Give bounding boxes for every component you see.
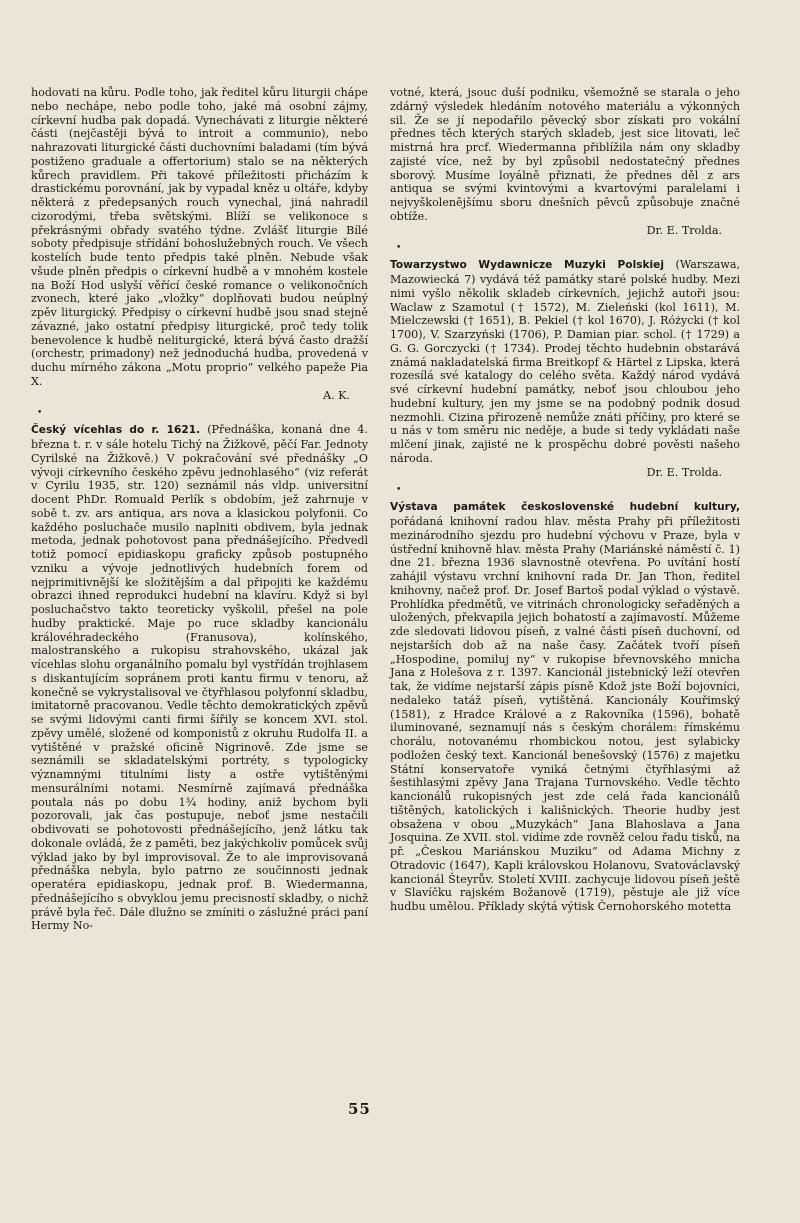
article-vystava-text: pořádaná knihovní radou hlav. města Prahy při příležitosti mezinárodního sjezdu pro hudební výchovu v Praze, byla v ústřední knihovně hlav. města Prahy (Mariánské náměstí č. 1) dne 21. března 1936 slavnostně otevřena. Po uvítání hostí zahájil výstavu vrchní knihovní rada Dr. Jan Thon, ředitel knihovny, načež prof. Dr. Josef Bartoš podal výklad o výstavě. Prohlídka předmětů, ve vitrinách chronologicky seřaděných a uložených, překvapila jejich bohatostí a zajímavostí. Můžeme zde sledovati lidovou píseň, z valné části píseň duchovní, od nejstarších dob až na naše časy. Začátek tvoří píseň „Hospodine, pomiluj ny“ v rukopise břevnovského mnicha Jana z Holešova z r. 1397. Kancionál jistebnický leží otevřen tak, že vidíme nejstarší zápis písně Kdož jste Boží bojovníci, nedaleko tatáž píseň, vytištěná. Kancionály Kouřimský (1581), z Hradce Králové a z Rakovníka (1596), bohatě iluminované, seznamují nás s českým chorálem: římskému chorálu, notovanému rhombickou notou, jest sylabicky podložen český text. Kancionál benešovský (1576) z majetku Státní konservatoře vyniká četnými čtyřhlasými až šestihlasými zpěvy Jana Trajana Turnovského. Vedle těchto kancionálů rukopisných jest zde celá řada kancionálů tištěných, katolických i kališnických. Theorie hudby jest obsažena v obou „Muzykách“ Jana Blahoslava a Jana Josquina. Ze XVII. stol. vidíme zde rovněž celou řadu tisků, na př. „Českou Mariánskou Muziku“ od Adama Michny z Otradovic (1647), Kapli královskou Holanovu, Svatováclavský kancionál Šteyrův. Století XVIII. zachycuje lidovou píseň ještě v Slavíčku rajském Božanově (1719), pěstuje ale již více hudbu umělou. Příklady skýtá výtisk Černohorského motetta [390,515,740,913]
heading-cesky-vicehlas: Český vícehlas do r. 1621. [31,424,201,437]
section-bullet: • [396,485,402,496]
article-vicehlas [31,423,368,933]
article-towarzystwo [390,258,740,465]
section-bullet: • [37,408,43,419]
signature-row [390,224,740,238]
right-column [390,86,740,933]
signature-trolda-2: Dr. E. Trolda. [646,465,722,479]
article-vystava [390,500,740,914]
section-bullet: • [396,243,402,254]
signature-row [31,389,368,403]
signature-trolda: Dr. E. Trolda. [646,223,722,237]
heading-towarzystwo: Towarzystwo Wydawnicze Muzyki Polskiej [390,259,664,272]
article-vicehlas-text: (Přednáška, konaná dne 4. března t. r. v sále hotelu Tichý na Žižkově, pěčí Far. Jednoty Cyrilské na Žižkově.) V pokračování své přednášky „O vývoji církevního českého zpěvu jednohlasého“ (viz referát v Cyrilu 1935, str. 120) seznámil nás vldp. universitní docent PhDr. Romuald Perlík s obdobím, jež zahrnuje v sobě t. zv. ars antiqua, ars nova a klasickou polyfonii. Co každého posluchače musilo naplniti obdivem, byla jednak metoda, jednak pohotovost pana přednášejícího. Předvedl totiž pomocí epidiaskopu graficky způsob postupného vzniku a vývoje jednotlivých hudebních forem od nejprimitivnější ke složitějším a dal připojiti ke každému obrazci ihned reprodukci hudební na klavíru. Když si byl posluchačstvo takto teoreticky vyškolil, přešel na pole hudby praktické. Maje po ruce skladby kancionálu královéhradeckého (Franusova), kolínského, malostranského a rukopisu strahovského, ukázal jak vícehlas slohu organálního pomalu byl vystřídán trojhlasem s diskantujícím sopránem proti kantu firmu v tenoru, až konečně se vykrystalisoval ve čtyřhlasou polyfonní skladbu, imitatorně pracovanou. Vedle těchto demokratických zpěvů se svými lidovými canti firmi šířily se koncem XVI. stol. zpěvy umělé, složené od komponistů z okruhu Rudolfa II. a vytištěné v pražské oficině Nigrinově. Zde jsme se seznámili se skladatelskými portréty, s typologicky významnými titulními listy a ostře vytištěnými mensurálními notami. Nesmírně zajímavá přednáška poutala nás po dobu 1¾ hodiny, aniž bychom byli pozorovali, jak čas postupuje, neboť jsme nestačili obdivovati se pohotovosti přednášejícího, jenž látku tak dokonale ovládá, že z paměti, bez jakýchkoliv pomůcek svůj výklad jako by byl improvisoval. Že to ale improvisovaná přednáška nebyla, bylo patrno ze součinnosti jednak operatéra epidiaskopu, jednak prof. B. Wiedermanna, přednášejícího s obvyklou jemu precisností skladby, o nichž právě byla řeč. Dále dlužno se zmíniti o záslužné práci paní Hermy No- [31,423,368,933]
signature-row [390,466,740,480]
article-towarzystwo-text: (Warszawa, Mazowiecká 7) vydává též památky staré polské hudby. Mezi nimi vyšlo několik skladeb církevních, jejichž autoři jsou: Waclaw z Szamotul († 1572), M. Zieleński (kol 1611), M. Mielczewski († 1651), B. Pekiel († kol 1670), J. Różycki († kol 1700), V. Szarzyński (1706), P. Damian piar. schol. († 1729) a G. G. Gorczycki († 1734). Prodej těchto hudebnin obstarává známá nakladatelská firma Breitkopf & Härtel z Lipska, která rozesílá své katalogy do celého světa. Každý národ vydává své církevní hudební památky, neboť jsou chloubou jeho hudební kultury, jen my jsme se na podobný podnik dosud nezmohli. Cizina přirozeně nemůže znáti příčiny, pro které se u nás v tom směru nic neděje, a bude si tedy vykládati naše mlčení jinak, zajisté ne k prospěchu dobré pověsti našeho národa. [390,258,740,465]
text-columns [31,86,800,933]
article-liturgy-text: hodovati na kůru. Podle toho, jak ředitel kůru liturgii chápe nebo nechápe, nebo podle toho, jaké má osobní zájmy, církevní hudba pak dopadá. Vynechávati z liturgie některé části (nejčastěji bývá to introit a communio), nebo nahrazovati liturgické části duchovními baladami (tím bývá postiženo graduale a offertorium) stalo se na některých kůrech pravidlem. Při takové příležitosti přicházím k drastickému porovnání, jak by vypadal kněz u oltáře, kdyby některá z předepsaných rouch vynechal, jiná nahradil cizorodými, třeba světskými. Blíží se velikonoce s překrásnými obřady svatého týdne. Zvlášť liturgie Bílé soboty předpisuje střídání bohoslužebných rouch. Ve všech kostelích bude tento předpis také plněn. Nebude však všude plněn předpis o církevní hudbě a v mnohém kostele na Boží Hod uslyší věřící české romance o velikonočních zvonech, které jako „vložky“ doplňovati budou neúplný zpěv liturgický. Předpisy o církevní hudbě jsou snad stejně závazné, jako ostatní předpisy liturgické, proč tedy tolik benevolence k hudbě neliturgické, která bývá často dražší (orchestr, primadony) než jednoduchá hudba, provedená v duchu mírného zákona „Motu proprio“ velkého papeže Pia X. [31,86,368,388]
article-vicehlas-continued: votné, která, jsouc duší podniku, všemožně se starala o jeho zdárný výsledek hledáním notového materiálu a výkonných sil. Že se jí nepodařilo pěvecký sbor získati pro vokální přednes těch kterých starých skladeb, jest sice litovati, leč mistrná hra prcf. Wiedermanna přiblížila nám ony skladby zajisté více, než by byl způsobil nedostatečný přednes sborový. Musíme loyálně přiznati, že přednes děl z ars antiqua se svými kvintovými a kvartovými paralelami i nejvyškolenějšímu sboru dnešních pěvců způsobuje značné obtíže. [390,86,740,223]
heading-vystava: Výstava památek československé hudební kultury, [390,501,740,514]
signature-ak: A. K. [323,388,350,402]
left-column [31,86,368,933]
page-number: 55 [348,1100,371,1118]
